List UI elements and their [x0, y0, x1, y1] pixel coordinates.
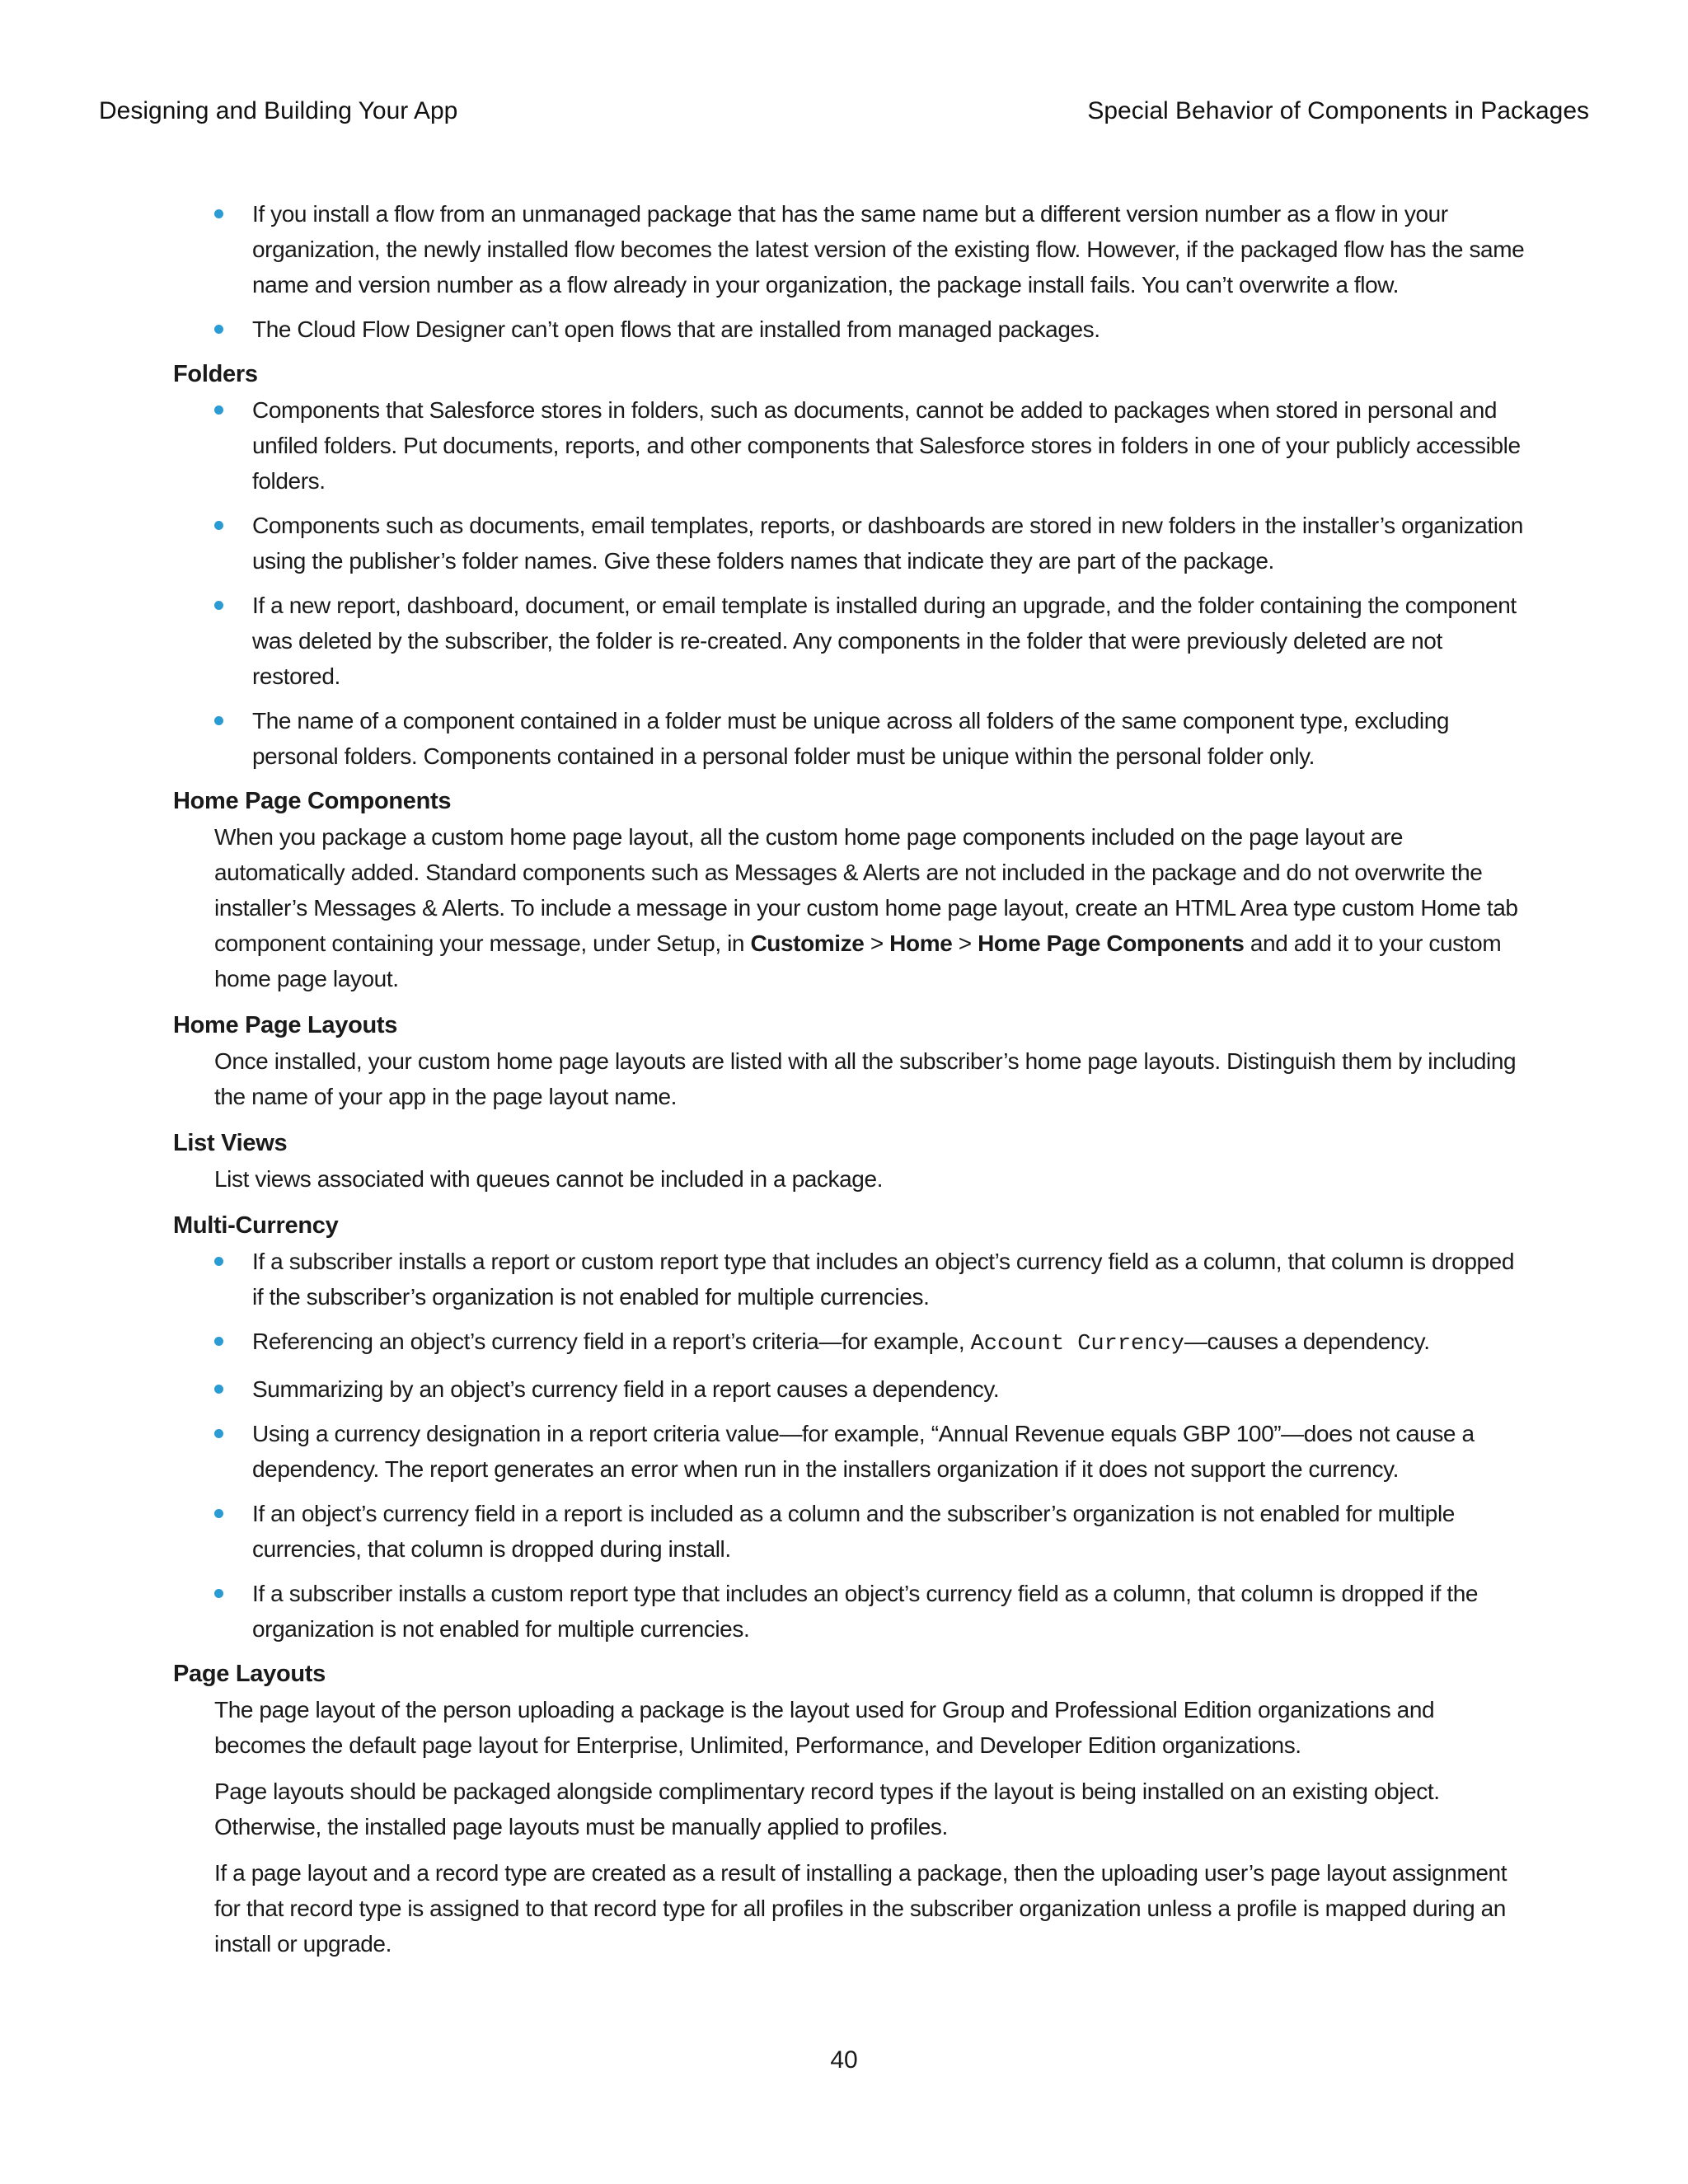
- folders-bullet-list: [173, 392, 1525, 774]
- list-item: If a subscriber installs a report or custom report type that includes an object’s currency field as a column, that column is dropped if the subscriber’s organization is not enabled for multiple currencies.: [252, 1244, 1525, 1315]
- list-item: If a subscriber installs a custom report type that includes an object’s currency field as a column, that column is dropped if the organization is not enabled for multiple currencies.: [252, 1576, 1525, 1647]
- flows-bullet-list: [173, 196, 1525, 347]
- list-item: If a new report, dashboard, document, or email template is installed during an upgrade, and the folder containing the component was deleted by the subscriber, the folder is re-created. Any components in the folder that were previously deleted are not restored.: [252, 588, 1525, 694]
- list-views-text: List views associated with queues cannot be included in a package.: [214, 1166, 884, 1192]
- page-layouts-paragraph: If a page layout and a record type are created as a result of installing a package, then the uploading user’s page layout assignment for that record type is assigned to that record type for all profiles in the subscriber organization unless a profile is mapped during an install or upgrade.: [214, 1860, 1507, 1957]
- menu-path-home-page-components: Home Page Components: [978, 930, 1245, 956]
- list-item: [252, 1324, 1525, 1362]
- home-page-layouts-heading: Home Page Layouts: [173, 1012, 398, 1038]
- list-item: If an object’s currency field in a report is included as a column and the subscriber’s organization is not enabled for multiple currencies, that column is dropped during install.: [252, 1496, 1525, 1567]
- hpc-text-after: and add it to your custom home page layout.: [214, 930, 1502, 991]
- page-number: 40: [830, 2046, 858, 2074]
- running-header: [99, 97, 1589, 130]
- section-title: Special Behavior of Components in Packages: [1087, 97, 1589, 124]
- list-item: If you install a flow from an unmanaged package that has the same name but a different version number as a flow in your organization, the newly installed flow becomes the latest version of the existing flow. However, if the packaged flow has the same name and version number as a flow already in your organization, the package install fails. You can’t overwrite a flow.: [252, 196, 1525, 302]
- mc-bullet-2-before: Referencing an object’s currency field in a report’s criteria—for example,: [252, 1329, 971, 1354]
- home-page-components-text: [214, 819, 1525, 996]
- home-page-layouts-text: Once installed, your custom home page layouts are listed with all the subscriber’s home page layouts. Distinguish them by including the name of your app in the page layout name.: [214, 1048, 1517, 1109]
- menu-path-home: Home: [889, 930, 953, 956]
- hpc-text-before: When you package a custom home page layout, all the custom home page components included on the page layout are automatically added. Standard components such as Messages & Alerts are not included in the package and do not overwrite the installer’s Messages & Alerts. To include a message in your custom home page layout, create an HTML Area type custom Home tab component containing your message, under Setup, in: [214, 824, 1518, 956]
- page-layouts-paragraph: The page layout of the person uploading a package is the layout used for Group and Professional Edition organizations and becomes the default page layout for Enterprise, Unlimited, Performance, and Developer Edition organizations.: [214, 1697, 1435, 1758]
- list-item: Components such as documents, email templates, reports, or dashboards are stored in new folders in the installer’s organization using the publisher’s folder names. Give these folders names that indicate they are part of the package.: [252, 508, 1525, 579]
- code-account-currency: Account Currency: [970, 1332, 1184, 1357]
- folders-heading: Folders: [173, 361, 258, 387]
- multi-currency-bullet-list: [173, 1244, 1525, 1647]
- home-page-components-heading: Home Page Components: [173, 788, 452, 814]
- list-views-heading: List Views: [173, 1130, 288, 1156]
- list-item: Summarizing by an object’s currency field in a report causes a dependency.: [252, 1371, 1525, 1407]
- menu-path-separator: >: [864, 930, 890, 956]
- menu-path-separator: >: [952, 930, 978, 956]
- menu-path-customize: Customize: [750, 930, 865, 956]
- mc-bullet-2-after: —causes a dependency.: [1184, 1329, 1430, 1354]
- chapter-title: Designing and Building Your App: [99, 97, 458, 124]
- list-item: The Cloud Flow Designer can’t open flows that are installed from managed packages.: [252, 312, 1525, 347]
- list-item: Components that Salesforce stores in folders, such as documents, cannot be added to packages when stored in personal and unfiled folders. Put documents, reports, and other components that Salesforce stores in folders in one of your publicly accessible folders.: [252, 392, 1525, 499]
- list-item: Using a currency designation in a report criteria value—for example, “Annual Revenue equals GBP 100”—does not cause a dependency. The report generates an error when run in the installers organization if it does not support the currency.: [252, 1416, 1525, 1487]
- page-layouts-heading: Page Layouts: [173, 1661, 326, 1687]
- list-item: The name of a component contained in a folder must be unique across all folders of the same component type, excluding personal folders. Components contained in a personal folder must be unique within the personal folder only.: [252, 703, 1525, 774]
- multi-currency-heading: Multi-Currency: [173, 1212, 339, 1239]
- page-layouts-paragraph: Page layouts should be packaged alongside complimentary record types if the layout is being installed on an existing object. Otherwise, the installed page layouts must be manually applied to profiles.: [214, 1779, 1440, 1840]
- main-content: [173, 196, 1525, 1972]
